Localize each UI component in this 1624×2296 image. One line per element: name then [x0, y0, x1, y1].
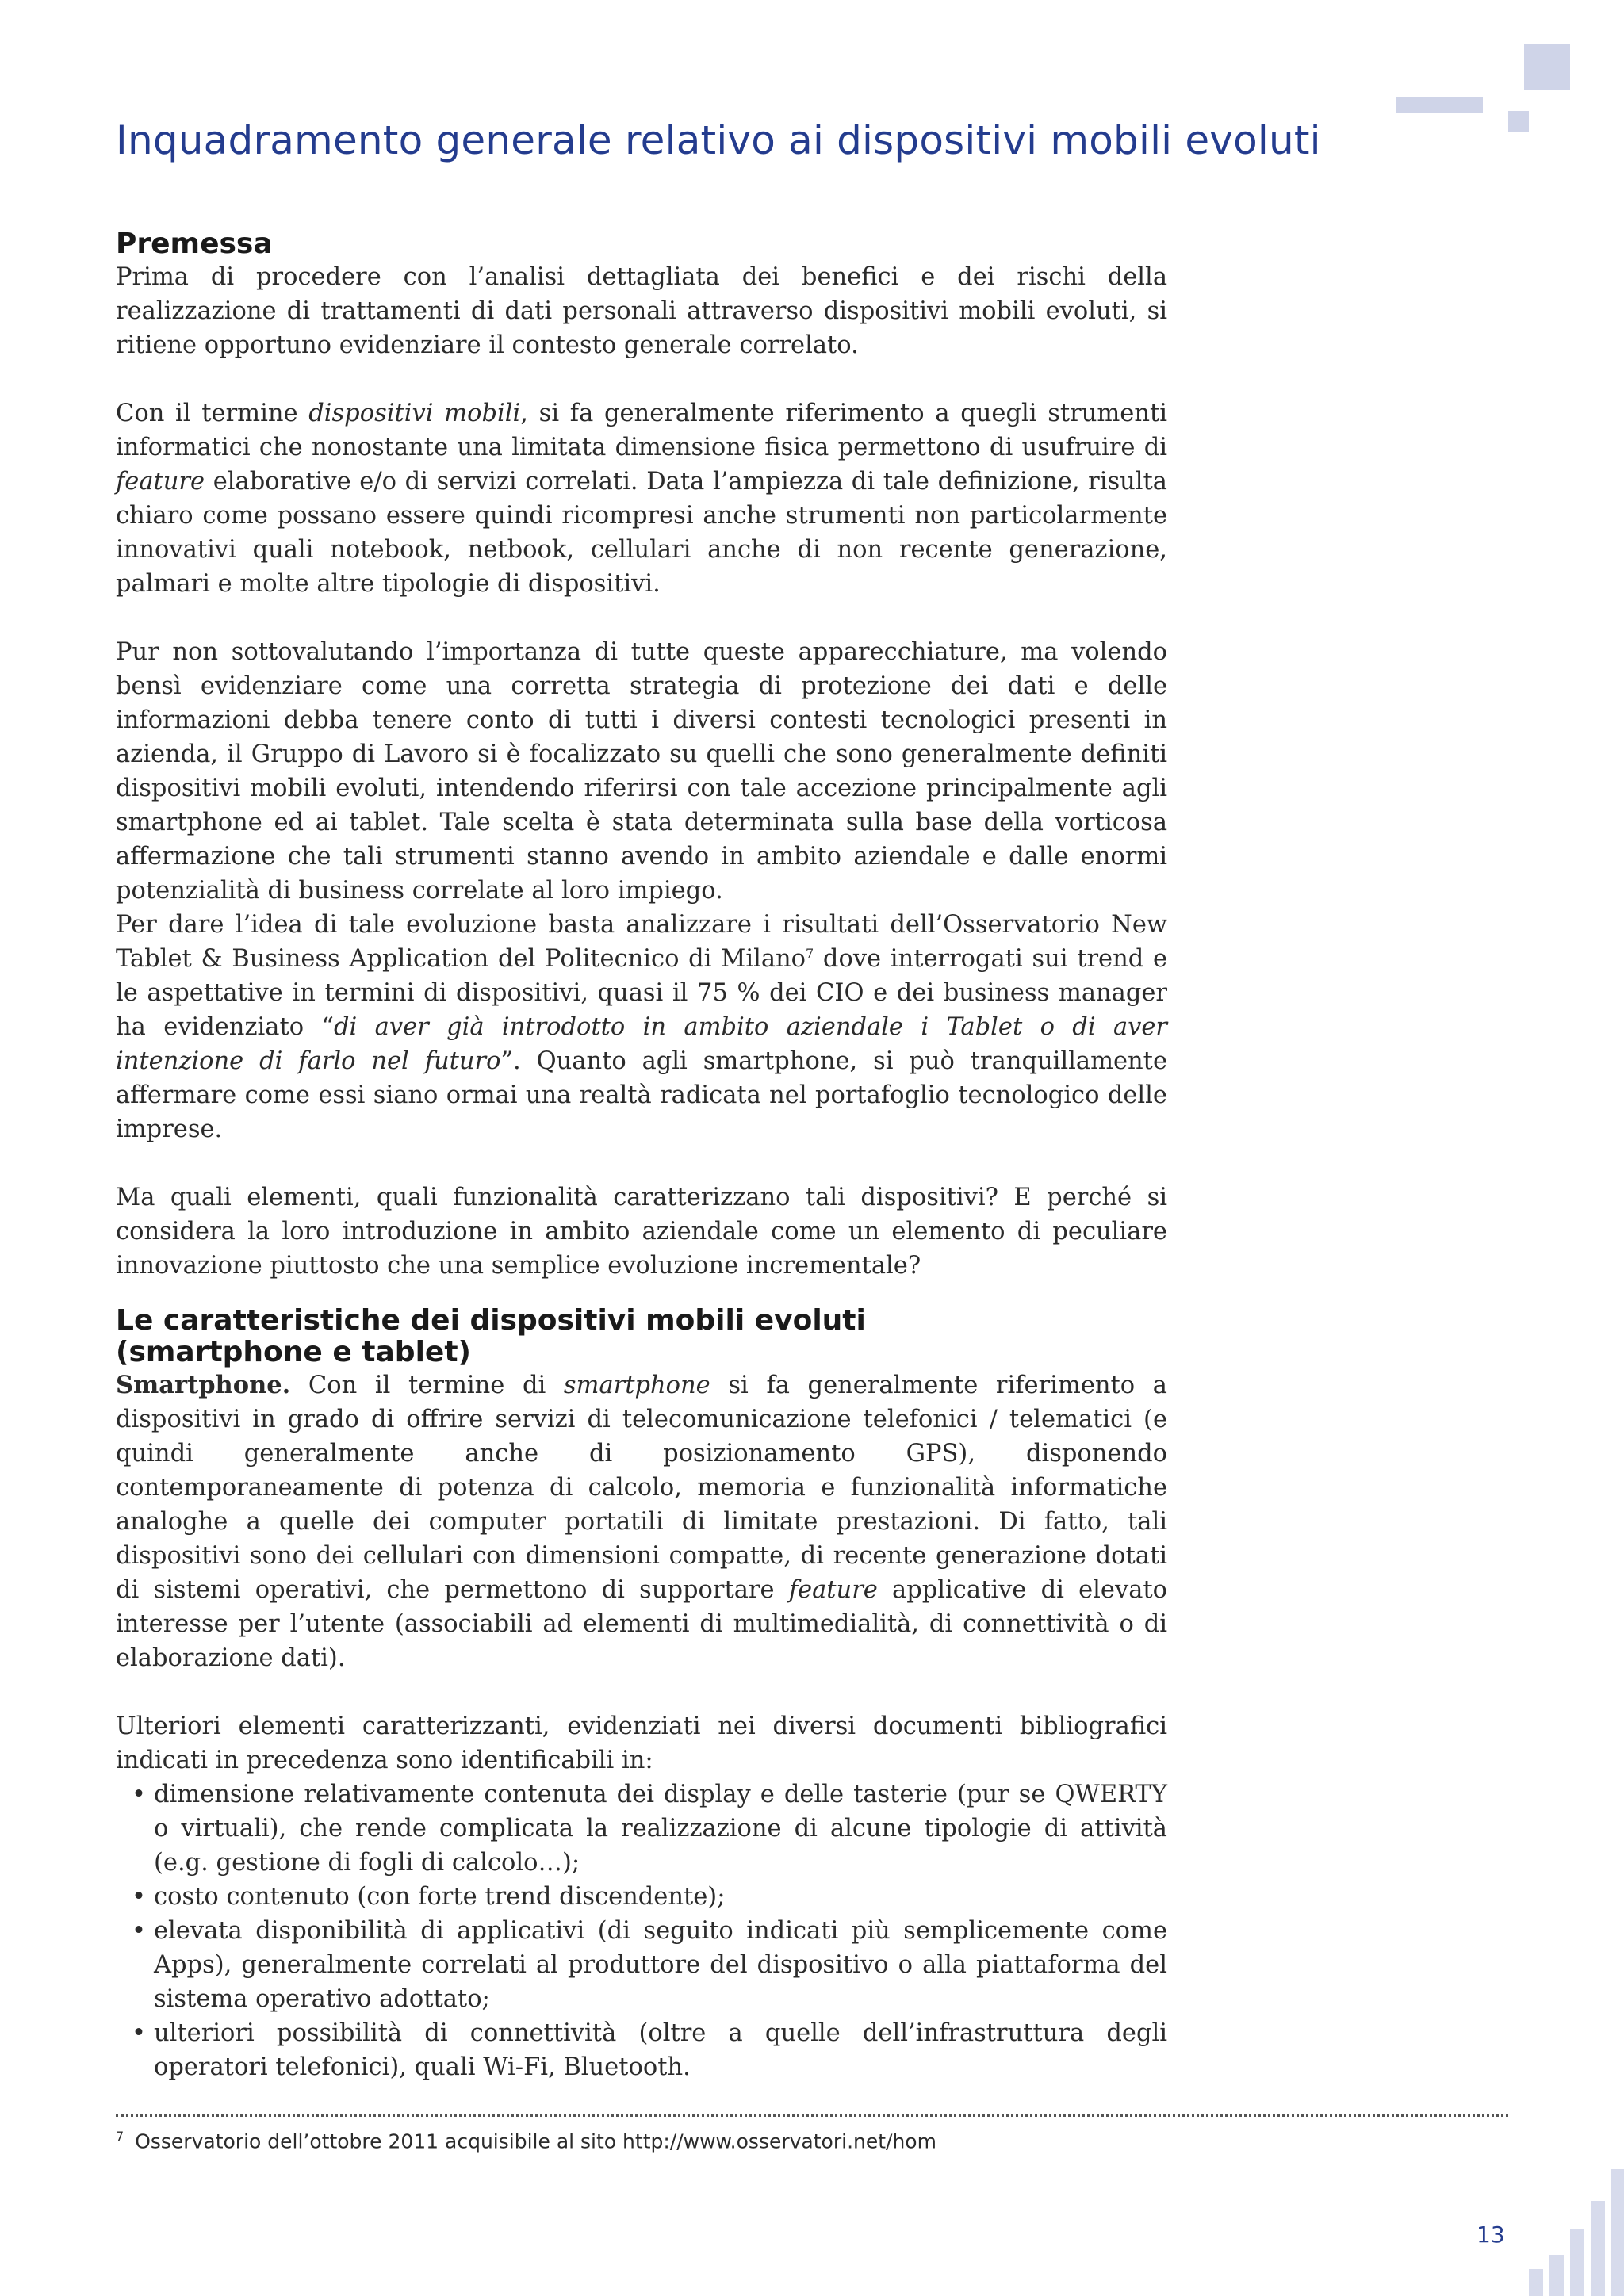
list-item: • dimensione relativamente contenuta dei display e delle tasterie (pur se QWERTY o virtuali), che rende complicata la realizzazione di alcune tipologie di attività (e.g. gestione di fogli di calcolo…);	[116, 1777, 1167, 1880]
bullet-list	[116, 1777, 1167, 2084]
italic-term: feature	[116, 468, 205, 496]
decorative-bar	[1529, 2269, 1543, 2296]
section-heading-caratteristiche: Le caratteristiche dei dispositivi mobili evoluti (smartphone e tablet)	[116, 1304, 866, 1368]
list-item: • elevata disponibilità di applicativi (di seguito indicati più semplicemente come Apps), generalmente correlati al produttore del dispositivo o alla piattaforma del sistema operativo adottato;	[116, 1914, 1167, 2016]
italic-term: feature	[788, 1576, 878, 1604]
page-number: 13	[1477, 2221, 1505, 2248]
list-item: • costo contenuto (con forte trend discendente);	[116, 1880, 1167, 1914]
bold-term: Smartphone.	[116, 1371, 291, 1399]
decorative-bar	[1549, 2255, 1564, 2296]
decorative-bar	[1591, 2201, 1605, 2296]
main-content	[116, 228, 1167, 2084]
footnote-divider	[116, 2114, 1508, 2117]
italic-quote: di aver già introdotto in ambito aziendale i Tablet o di aver intenzione di farlo nel futuro	[116, 1013, 1167, 1075]
decorative-bar	[1396, 97, 1483, 113]
italic-term: smartphone	[563, 1372, 710, 1399]
paragraph: Prima di procedere con l’analisi dettagliata dei benefici e dei rischi della realizzazione di trattamenti di dati personali attraverso dispositivi mobili evoluti, si ritiene opportuno evidenziare il contesto generale correlato.	[116, 263, 1167, 359]
section-heading-premessa: Premessa	[116, 228, 273, 260]
paragraph: Ulteriori elementi caratterizzanti, evidenziati nei diversi documenti bibliografici indicati in precedenza sono identificabili in:	[116, 1712, 1167, 1774]
paragraph: Pur non sottovalutando l’importanza di tutte queste apparecchiature, ma volendo bensì evidenziare come una corretta strategia di protezione dei dati e delle informazioni debba tenere conto di tutti i diversi contesti tecnologici presenti in azienda, il Gruppo di Lavoro si è focalizzato su quelli che sono generalmente definiti dispositivi mobili evoluti, intendendo riferirsi con tale accezione principalmente agli smartphone ed ai tablet. Tale scelta è stata determinata sulla base della vorticosa affermazione che tali strumenti stanno avendo in ambito aziendale e dalle enormi potenzialità di business correlate al loro impiego.	[116, 638, 1167, 905]
footnote	[116, 2124, 1464, 2154]
footnote-reference: 7	[806, 945, 814, 961]
decorative-bar	[1611, 2169, 1624, 2296]
footnote-text: Osservatorio dell’ottobre 2011 acquisibile al sito http://www.osservatori.net/hom	[135, 2130, 936, 2153]
page-title: Inquadramento generale relativo ai dispositivi mobili evoluti	[116, 117, 1321, 163]
decorative-bar	[1570, 2229, 1584, 2296]
italic-term: dispositivi mobili	[308, 400, 521, 427]
list-item: • ulteriori possibilità di connettività (oltre a quelle dell’infrastruttura degli operatori telefonici), quali Wi-Fi, Bluetooth.	[116, 2016, 1167, 2084]
paragraph: Ma quali elementi, quali funzionalità caratterizzano tali dispositivi? E perché si considera la loro introduzione in ambito aziendale come un elemento di peculiare innovazione piuttosto che una semplice evoluzione incrementale?	[116, 1184, 1167, 1280]
paragraph: Per dare l’idea di tale evoluzione basta analizzare i risultati dell’Osservatorio New Tablet & Business Application del Politecnico di Milano$^7$ dove interrogati sui trend e le aspettative in termini di dispositivi, quasi il 75 % dei CIO e dei business manager ha evidenziato “di aver già introdotto in ambito aziendale i Tablet o di aver intenzione di farlo nel futuro”. Quanto agli smartphone, si può tranquillamente affermare come essi siano ormai una realtà radicata nel portafoglio tecnologico delle imprese.	[116, 911, 1167, 1143]
decorative-square-small	[1508, 111, 1529, 132]
decorative-square	[1524, 44, 1570, 90]
footnote-mark: 7	[116, 2129, 124, 2144]
paragraph: Con il termine dispositivi mobili, si fa generalmente riferimento a quegli strumenti informatici che nonostante una limitata dimensione fisica permettono di usufruire di feature elaborative e/o di servizi correlati. Data l’ampiezza di tale definizione, risulta chiaro come possano essere quindi ricompresi anche strumenti non particolarmente innovativi quali notebook, netbook, cellulari anche di non recente generazione, palmari e molte altre tipologie di dispositivi.	[116, 400, 1167, 598]
paragraph: Smartphone. Con il termine di smartphone si fa generalmente riferimento a dispositivi in grado di offrire servizi di telecomunicazione telefonici / telematici (e quindi generalmente anche di posizionamento GPS), disponendo contemporaneamente di potenza di calcolo, memoria e funzionalità informatiche analoghe a quelle dei computer portatili di limitate prestazioni. Di fatto, tali dispositivi sono dei cellulari con dimensioni compatte, di recente generazione dotati di sistemi operativi, che permettono di supportare feature applicative di elevato interesse per l’utente (associabili ad elementi di multimedialità, di connettività o di elaborazione dati).	[116, 1371, 1167, 1672]
